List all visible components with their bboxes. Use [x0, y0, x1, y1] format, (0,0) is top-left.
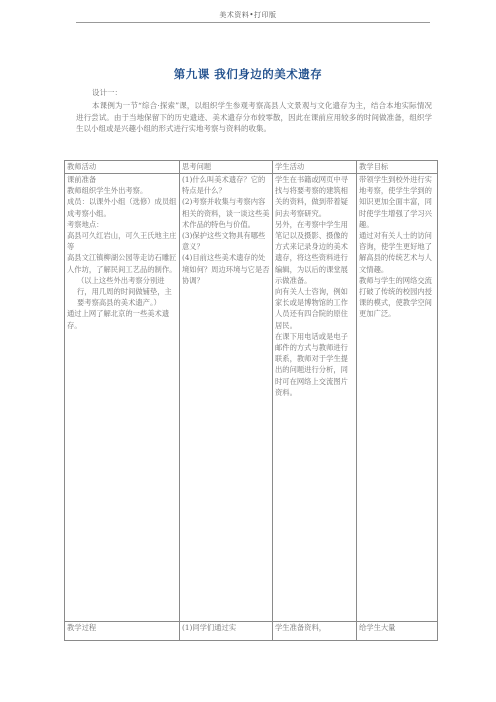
intro-paragraph: 本课例为一节“综合·探索”课，以组织学生参观考察高县人文景观与文化遗存为主，结合本地实际情况进行尝试。由于当地保留下的历史遗迹、美术遗存分布较零散，因此在课前应用较多的时间做准备，组织学生以小组或是兴趣小组的形式进行实地考察与资料的收集。 [76, 101, 432, 133]
teacher-line: 通过上网了解北京的一些美术遗存。 [67, 309, 170, 330]
cell-teaching-goals [357, 174, 438, 622]
section-label: 设计一： [92, 88, 122, 97]
header-divider [76, 22, 430, 23]
student-item: 学生在书籍或网页中寻找与将要考察的建筑相关的资料，做到带着疑问去考察研究。 [275, 175, 348, 218]
teacher-line: 课前准备 [67, 175, 97, 184]
teacher-line: （以上这些外出考察分别进行，用几周的时间做铺垫，主要考察高县的美术遗产。） [77, 275, 172, 308]
student-item: 向有关人士咨询，例如家长或是博物馆的工作人员还有四合院的原住居民。 [275, 287, 348, 330]
cell-student-activity: 学生准备资料， [273, 622, 357, 641]
header-teaching-goals: 教学目标 [357, 161, 438, 174]
cell-teacher-activity [65, 174, 180, 622]
running-header: 美术资料•打印版 [219, 11, 277, 19]
lesson-plan-table [64, 160, 438, 641]
cell-questions [180, 174, 273, 622]
question-item: (4)目前这些美术遗存的处境如何？周边环境与它是否协调？ [182, 253, 270, 285]
goal-item: 教师与学生的网络交流打破了传统的校园内授课的模式，使教学空间更加广泛。 [359, 275, 432, 319]
table-header-row [65, 161, 438, 174]
question-item: (1)什么叫美术遗存？它的特点是什么？ [182, 175, 266, 196]
cell-teacher-activity: 教学过程 [65, 622, 180, 641]
cell-questions: (1)同学们通过实 [180, 622, 273, 641]
teacher-line: 考察地点： [67, 219, 104, 229]
lesson-title: 第九课 我们身边的美术遗存 [173, 67, 323, 81]
goal-item: 带领学生到校外进行实地考察，使学生学到的知识更加全面丰富，同时使学生增强了学习兴趣。 [359, 175, 432, 229]
student-item: 在课下用电话或是电子邮件的方式与教师进行联系，教师对于学生提出的问题进行分析，同时可在网络上交流图片资料。 [275, 331, 348, 397]
goal-item: 通过对有关人士的访问咨询，使学生更好地了解高县的传统艺术与人文情趣。 [359, 231, 432, 274]
table-row [65, 622, 438, 641]
teacher-line: 教师组织学生外出考察。 [67, 186, 148, 196]
teacher-line: 高县文江镇柳湖公园等走访石雕匠人作坊，了解民间工艺品的制作。 [67, 253, 177, 274]
header-teacher-activity: 教师活动 [65, 161, 180, 174]
table-row [65, 174, 438, 622]
question-item: (2)考察并收集与考察内容相关的资料，谈一谈这些美术作品的特色与价值。 [182, 197, 270, 229]
header-questions: 思考问题 [180, 161, 273, 174]
student-item: 另外，在考察中学生用笔记以及摄影、摄像的方式来记录身边的美术遗存，将这些资料进行编辑，为以后的课堂展示做准备。 [275, 219, 348, 285]
cell-student-activity [273, 174, 357, 622]
teacher-line: 高县可久红岩山，可久王氏地主庄等 [67, 231, 177, 252]
cell-teaching-goals: 给学生大量 [357, 622, 438, 641]
teacher-line: 成员：以课外小组（选修）成员组成考察小组。 [67, 197, 177, 218]
header-student-activity: 学生活动 [273, 161, 357, 174]
question-item: (3)保护这些文物具有哪些意义？ [182, 231, 266, 252]
